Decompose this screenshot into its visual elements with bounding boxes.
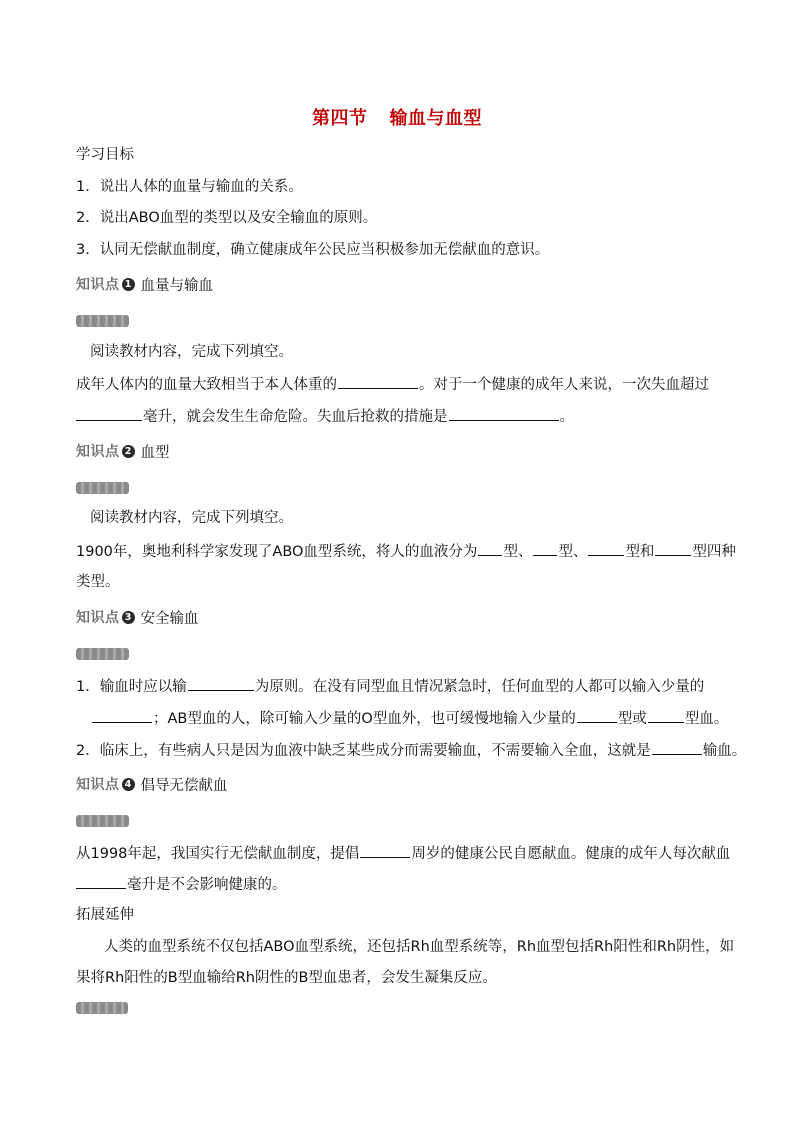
objective-item: 1．说出人体的血量与输血的关系。 (76, 179, 303, 195)
title-topic: 输血与血型 (389, 108, 482, 129)
section-badge-icon (76, 315, 129, 327)
knowledge-point-header (76, 605, 199, 629)
knowledge-point-header (76, 272, 213, 296)
objective-item: 3．认同无偿献血制度，确立健康成年公民应当积极参加无偿献血的意识。 (76, 242, 550, 258)
answer-blank[interactable] (478, 540, 502, 556)
section-badge-icon (76, 648, 129, 660)
extension-paragraph-line: 人类的血型系统不仅包括ABO血型系统，还包括Rh血型系统等，Rh血型包括Rh阳性和Rh阴性，如 (104, 939, 735, 955)
knowledge-point-header (76, 439, 170, 463)
answer-blank[interactable] (360, 842, 410, 858)
fill-in-line: 1．输血时应以输 为原则。在没有同型血且情况紧急时，任何血型的人都可以输入少量的 (76, 675, 704, 697)
answer-blank[interactable] (76, 873, 126, 889)
reading-instruction: 阅读教材内容，完成下列填空。 (90, 344, 293, 360)
answer-blank[interactable] (449, 405, 559, 421)
answer-blank[interactable] (652, 739, 702, 755)
fill-in-line: ；AB型血的人，除可输入少量的O型血外，也可缓慢地输入少量的 型或 型血。 (92, 707, 728, 729)
section-badge-icon (76, 482, 129, 494)
section-badge-icon (76, 815, 129, 827)
answer-blank[interactable] (76, 405, 142, 421)
knowledge-point-tag: 知识点 (76, 277, 120, 293)
circled-number-icon: 1 (122, 278, 135, 291)
title-section-number: 第四节 (312, 108, 368, 129)
circled-number-icon: 2 (122, 445, 135, 458)
circled-number-icon: 3 (122, 611, 135, 624)
answer-blank[interactable] (338, 373, 418, 389)
extension-paragraph-line: 果将Rh阳性的B型血输给Rh阴性的B型血患者，会发生凝集反应。 (76, 970, 497, 986)
objective-item: 2．说出ABO血型的类型以及安全输血的原则。 (76, 210, 378, 226)
fill-in-line: 从1998年起，我国实行无偿献血制度，提倡 周岁的健康公民自愿献血。健康的成年人每次献血 (76, 842, 730, 864)
answer-blank[interactable] (648, 707, 684, 723)
fill-in-line: 成年人体内的血量大致相当于本人体重的 。对于一个健康的成年人来说，一次失血超过 (76, 373, 709, 395)
knowledge-point-title: 血型 (140, 444, 170, 461)
knowledge-point-title: 倡导无偿献血 (140, 777, 228, 794)
reading-instruction: 阅读教材内容，完成下列填空。 (90, 510, 293, 526)
answer-blank[interactable] (655, 540, 691, 556)
fill-in-line: 毫升，就会发生生命危险。失血后抢救的措施是 。 (76, 405, 574, 427)
fill-in-line: 毫升是不会影响健康的。 (76, 873, 287, 895)
answer-blank[interactable] (588, 540, 624, 556)
objectives-heading: 学习目标 (76, 147, 134, 163)
fill-in-line: 2．临床上，有些病人只是因为血液中缺乏某些成分而需要输血，不需要输入全血，这就是 输血。 (76, 739, 746, 761)
knowledge-point-title: 安全输血 (140, 610, 199, 627)
section-badge-icon (76, 1002, 128, 1014)
knowledge-point-tag: 知识点 (76, 444, 120, 460)
knowledge-point-title: 血量与输血 (140, 277, 213, 294)
answer-blank[interactable] (533, 540, 557, 556)
knowledge-point-header (76, 772, 228, 796)
knowledge-point-tag: 知识点 (76, 610, 120, 626)
circled-number-icon: 4 (122, 778, 135, 791)
extension-heading: 拓展延伸 (76, 907, 134, 923)
knowledge-point-tag: 知识点 (76, 777, 120, 793)
answer-blank[interactable] (92, 707, 152, 723)
answer-blank[interactable] (188, 675, 254, 691)
answer-blank[interactable] (577, 707, 617, 723)
page-title (0, 104, 794, 130)
fill-in-line-end: 类型。 (76, 574, 120, 590)
fill-in-line: 1900年，奥地利科学家发现了ABO血型系统，将人的血液分为 型、 型、 型和 型四种 (76, 540, 736, 562)
